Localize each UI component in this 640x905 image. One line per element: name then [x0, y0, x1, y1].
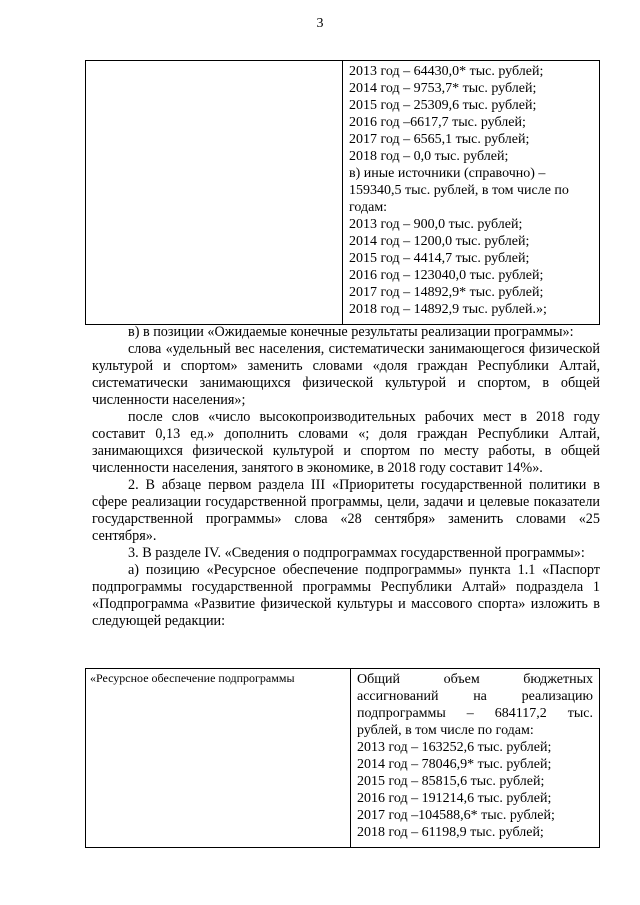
word: Общий: [357, 672, 400, 687]
word: тыс.: [567, 706, 593, 721]
document-body: [92, 324, 600, 630]
table-empty-cell: [86, 61, 343, 325]
word: бюджетных: [523, 672, 593, 687]
word: подпрограммы: [357, 706, 446, 721]
year-line: 2017 год –104588,6* тыс. рублей;: [357, 808, 555, 823]
intro-line: [357, 671, 593, 688]
funding-line: 159340,5 тыс. рублей, в том числе по: [349, 183, 569, 198]
funding-table-continued: [85, 60, 600, 325]
year-line: 2016 год – 191214,6 тыс. рублей;: [357, 791, 552, 806]
funding-line: 2017 год – 6565,1 тыс. рублей;: [349, 132, 530, 147]
funding-line: 2018 год – 0,0 тыс. рублей;: [349, 149, 509, 164]
intro-line: [357, 705, 593, 722]
funding-line: 2017 год – 14892,9* тыс. рублей;: [349, 285, 544, 300]
funding-line: годам:: [349, 200, 388, 215]
word: 684117,2: [494, 706, 547, 721]
funding-line: 2015 год – 4414,7 тыс. рублей;: [349, 251, 530, 266]
resource-label-cell: «Ресурсное обеспечение подпрограммы: [86, 669, 351, 848]
word: объем: [443, 672, 480, 687]
paragraph: слова «удельный вес населения, систематически занимающегося физической культурой и спортом» заменить словами «доля граждан Республики Алтай, систематически занимающихся физической культурой и спортом, в общей численности населения»;: [92, 341, 600, 408]
year-line: 2015 год – 85815,6 тыс. рублей;: [357, 774, 545, 789]
funding-values-cell: [343, 61, 600, 325]
paragraph: 2. В абзаце первом раздела III «Приоритеты государственной политики в сфере реализации государственной программы, цели, задачи и целевые показатели государственной программы» слова «28 сентября» заменить словами «25 сентября».: [92, 477, 600, 544]
paragraph: в) в позиции «Ожидаемые конечные результаты реализации программы»:: [128, 324, 574, 340]
funding-line: 2013 год – 900,0 тыс. рублей;: [349, 217, 523, 232]
resource-values-cell: [351, 669, 600, 848]
funding-line: 2016 год – 123040,0 тыс. рублей;: [349, 268, 544, 283]
word: на: [473, 689, 487, 704]
year-line: 2018 год – 61198,9 тыс. рублей;: [357, 825, 544, 840]
word: ассигнований: [357, 689, 439, 704]
intro-line: рублей, в том числе по годам:: [357, 723, 534, 738]
paragraph: после слов «число высокопроизводительных рабочих мест в 2018 году составит 0,13 ед.» дополнить словами «; доля граждан Республики Алтай, занимающихся физической культурой и спортом по месту работы, в общей численности населения, занятого в экономике, в 2018 году составит 14%».: [92, 409, 600, 476]
funding-line: 2015 год – 25309,6 тыс. рублей;: [349, 98, 537, 113]
page-number: 3: [316, 16, 324, 31]
funding-line: 2014 год – 1200,0 тыс. рублей;: [349, 234, 530, 249]
funding-line: 2013 год – 64430,0* тыс. рублей;: [349, 64, 544, 79]
subprogram-resource-table: [85, 668, 600, 848]
funding-line: 2016 год –6617,7 тыс. рублей;: [349, 115, 526, 130]
funding-line: 2014 год – 9753,7* тыс. рублей;: [349, 81, 537, 96]
funding-line: в) иные источники (справочно) –: [349, 166, 546, 181]
year-line: 2013 год – 163252,6 тыс. рублей;: [357, 740, 552, 755]
paragraph: а) позицию «Ресурсное обеспечение подпрограммы» пункта 1.1 «Паспорт подпрограммы государственной программы Республики Алтай» подраздела 1 «Подпрограмма «Развитие физической культуры и массового спорта» изложить в следующей редакции:: [92, 562, 600, 629]
word: реализацию: [521, 689, 593, 704]
year-line: 2014 год – 78046,9* тыс. рублей;: [357, 757, 552, 772]
word: –: [466, 706, 474, 721]
paragraph: 3. В разделе IV. «Сведения о подпрограммах государственной программы»:: [128, 545, 585, 561]
funding-line: 2018 год – 14892,9 тыс. рублей.»;: [349, 302, 547, 317]
intro-line: [357, 688, 593, 705]
